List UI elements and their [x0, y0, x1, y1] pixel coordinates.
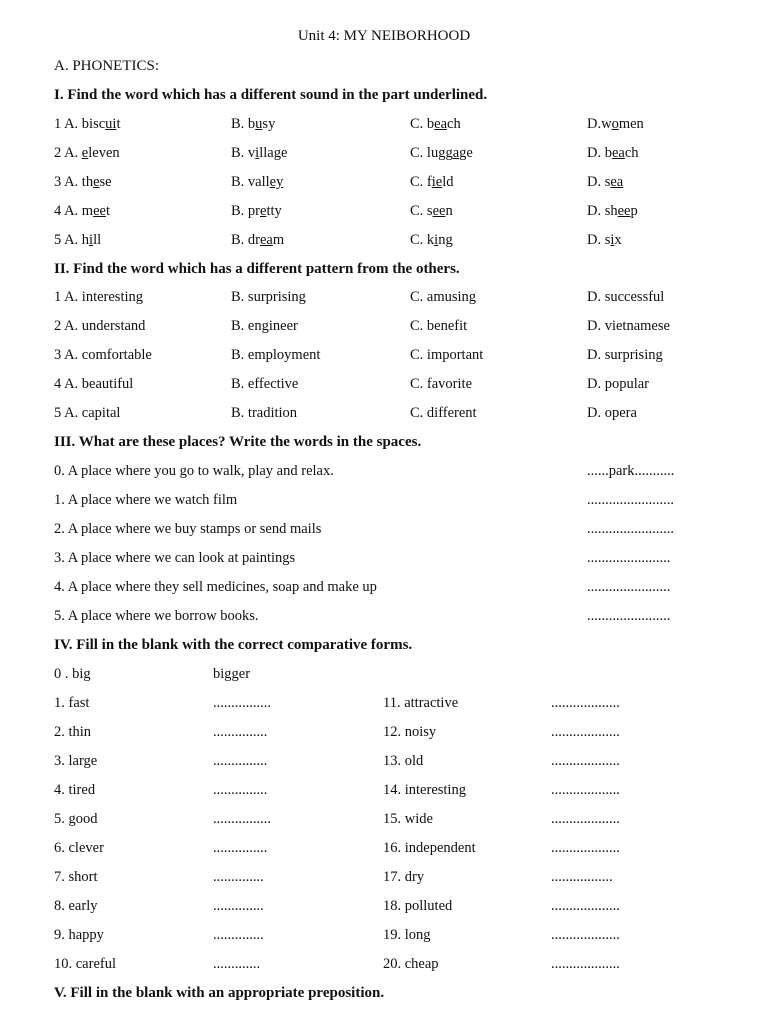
answer-option: C. benefit — [410, 318, 468, 334]
option-text: sy — [262, 116, 276, 132]
answer-option: 1 A. interesting — [54, 289, 144, 305]
answer-blank[interactable]: ................... — [551, 840, 620, 856]
part2-row — [0, 289, 768, 311]
option-text: ge — [459, 145, 473, 161]
answer-blank[interactable]: ............. — [213, 956, 261, 972]
adjective: 15. wide — [383, 811, 433, 827]
answer-blank[interactable]: ................... — [551, 753, 620, 769]
part4-heading: IV. Fill in the blank with the correct comparative forms. — [54, 637, 413, 653]
answer-option: B. engineer — [231, 318, 298, 334]
option-text: tty — [266, 203, 282, 219]
underlined-sound: ui — [105, 116, 117, 132]
underlined-sound: i — [610, 232, 615, 248]
option-text: ld — [442, 174, 454, 190]
adjective: 6. clever — [54, 840, 104, 856]
option-text: C. f — [410, 174, 432, 190]
underlined-sound: i — [255, 145, 260, 161]
part1-row — [0, 232, 768, 254]
part4-row — [0, 753, 768, 775]
option-text: 1 A. bisc — [54, 116, 106, 132]
underlined-sound: o — [611, 116, 619, 132]
option-text: B. v — [231, 145, 256, 161]
answer-option: D. opera — [587, 405, 637, 421]
answer-option: C. amusing — [410, 289, 477, 305]
part1-row — [0, 145, 768, 167]
answer-blank[interactable]: ............... — [213, 782, 268, 798]
part3-row — [0, 463, 768, 485]
answer-blank[interactable]: ....................... — [587, 550, 671, 566]
underlined-sound: e — [260, 203, 267, 219]
part4-row — [0, 695, 768, 717]
answer-option — [410, 203, 453, 220]
option-text: n — [445, 203, 453, 219]
part3-row — [0, 579, 768, 601]
place-description: 3. A place where we can look at paintings — [54, 550, 296, 566]
answer-option: D. successful — [587, 289, 665, 305]
underlined-sound: ee — [617, 203, 631, 219]
answer-option: B. surprising — [231, 289, 306, 305]
adjective: 8. early — [54, 898, 98, 914]
adjective: 13. old — [383, 753, 424, 769]
option-text: 2 A. — [54, 145, 82, 161]
option-text: p — [630, 203, 638, 219]
underlined-sound: ie — [431, 174, 443, 190]
option-text: C. s — [410, 203, 433, 219]
answer-option: B. tradition — [231, 405, 298, 421]
answer-option: 3 A. comfortable — [54, 347, 152, 363]
adjective: 9. happy — [54, 927, 104, 943]
adjective: 16. independent — [383, 840, 476, 856]
answer-option — [587, 232, 622, 249]
underlined-sound: ey — [269, 174, 284, 190]
part4-row — [0, 840, 768, 862]
underlined-sound: e — [93, 174, 100, 190]
part4-row — [0, 811, 768, 833]
part4-row — [0, 927, 768, 949]
underlined-sound: ee — [93, 203, 106, 219]
answer-option — [410, 174, 454, 191]
answer-blank[interactable]: ................... — [551, 695, 620, 711]
adjective: 7. short — [54, 869, 98, 885]
part4-row — [0, 724, 768, 746]
answer-blank[interactable]: ................ — [213, 695, 271, 711]
place-description: 4. A place where they sell medicines, soap and make up — [54, 579, 377, 595]
answer-option — [54, 203, 110, 220]
option-text: D. s — [587, 232, 611, 248]
section-a-heading: A. PHONETICS: — [54, 58, 160, 74]
part3-row — [0, 550, 768, 572]
part3-row — [0, 492, 768, 514]
part3-heading: III. What are these places? Write the words in the spaces. — [54, 434, 422, 450]
option-text: ch — [624, 145, 639, 161]
underlined-sound: ea — [611, 145, 625, 161]
answer-option — [587, 145, 639, 162]
adjective: 10. careful — [54, 956, 116, 972]
answer-option: D. surprising — [587, 347, 663, 363]
answer-blank[interactable]: ....................... — [587, 579, 671, 595]
option-text: 4 A. m — [54, 203, 94, 219]
answer-option: C. different — [410, 405, 477, 421]
part2-row — [0, 376, 768, 398]
part2-row — [0, 318, 768, 340]
option-text: 5 A. h — [54, 232, 90, 248]
answer-blank[interactable]: ................... — [551, 724, 620, 740]
option-text: D.w — [587, 116, 612, 132]
underlined-sound: ea — [434, 116, 448, 132]
answer-option — [587, 116, 644, 133]
part4-row — [0, 869, 768, 891]
option-text: C. b — [410, 116, 435, 132]
adjective: 19. long — [383, 927, 431, 943]
option-text: ng — [438, 232, 453, 248]
answer-option — [231, 116, 275, 133]
answer-blank[interactable]: .............. — [213, 869, 264, 885]
adjective: 11. attractive — [383, 695, 459, 711]
answer-option — [231, 174, 283, 191]
part2-row — [0, 347, 768, 369]
option-text: B. pr — [231, 203, 260, 219]
adjective: 18. polluted — [383, 898, 453, 914]
adjective: 2. thin — [54, 724, 92, 740]
part1-row — [0, 174, 768, 196]
underlined-sound: a — [452, 145, 460, 161]
answer-blank[interactable]: .............. — [213, 927, 264, 943]
answer-option — [231, 232, 284, 249]
option-text: se — [99, 174, 112, 190]
answer-option — [587, 174, 623, 191]
part5-heading: V. Fill in the blank with an appropriate preposition. — [54, 985, 385, 1001]
option-text: leven — [88, 145, 120, 161]
answer-option: 4 A. beautiful — [54, 376, 134, 392]
answer-blank[interactable]: ................... — [551, 898, 620, 914]
answer-blank[interactable]: ................... — [551, 811, 620, 827]
underlined-sound: ee — [432, 203, 446, 219]
underlined-sound: u — [255, 116, 263, 132]
answer-blank[interactable]: ............... — [213, 753, 268, 769]
part1-row — [0, 116, 768, 138]
answer-option: C. important — [410, 347, 484, 363]
option-text: ll — [93, 232, 102, 248]
answer-option: B. effective — [231, 376, 299, 392]
answer-blank[interactable]: ....................... — [587, 608, 671, 624]
answer-option — [231, 203, 282, 220]
option-text: C. k — [410, 232, 435, 248]
part4-row — [0, 898, 768, 920]
option-text: t — [116, 116, 121, 132]
answer-blank[interactable]: ................... — [551, 956, 620, 972]
option-text: 3 A. th — [54, 174, 94, 190]
part3-row — [0, 521, 768, 543]
option-text: ch — [447, 116, 461, 132]
answer-option: D. vietnamese — [587, 318, 670, 334]
answer-option — [54, 232, 101, 249]
answer-option: B. employment — [231, 347, 321, 363]
adjective: 3. large — [54, 753, 98, 769]
adjective: 5. good — [54, 811, 98, 827]
underlined-sound: ea — [260, 232, 273, 248]
option-text: m — [272, 232, 285, 248]
answer-blank[interactable]: ............... — [213, 840, 268, 856]
answer-option — [54, 116, 120, 133]
part2-row — [0, 405, 768, 427]
part3-row — [0, 608, 768, 630]
option-text: t — [105, 203, 110, 219]
answer-blank[interactable]: ................. — [551, 869, 613, 885]
option-text: llage — [259, 145, 288, 161]
answer-blank[interactable]: .............. — [213, 898, 264, 914]
answer-option — [231, 145, 287, 162]
option-text: B. dr — [231, 232, 260, 248]
answer-option: D. popular — [587, 376, 650, 392]
part4-row — [0, 782, 768, 804]
answer-blank[interactable]: ........................ — [587, 492, 674, 508]
example-word: 0 . big — [54, 666, 91, 682]
answer-option: C. favorite — [410, 376, 473, 392]
answer-option — [587, 203, 638, 220]
adjective: 12. noisy — [383, 724, 437, 740]
answer-option — [410, 145, 473, 162]
example-answer: bigger — [213, 666, 251, 682]
part1-row — [0, 203, 768, 225]
answer-blank[interactable]: ................ — [213, 811, 271, 827]
underlined-sound: ea — [610, 174, 624, 190]
answer-option — [410, 232, 453, 249]
place-description: 5. A place where we borrow books. — [54, 608, 259, 624]
option-text: D. s — [587, 174, 611, 190]
underlined-sound: i — [89, 232, 94, 248]
place-description: 2. A place where we buy stamps or send mails — [54, 521, 322, 537]
answer-blank[interactable]: ......park........... — [587, 463, 675, 479]
adjective: 17. dry — [383, 869, 425, 885]
answer-option — [54, 174, 112, 191]
option-text: B. b — [231, 116, 256, 132]
place-description: 1. A place where we watch film — [54, 492, 238, 508]
option-text: x — [614, 232, 622, 248]
answer-blank[interactable]: ................... — [551, 927, 620, 943]
answer-blank[interactable]: ................... — [551, 782, 620, 798]
part2-heading: II. Find the word which has a different pattern from the others. — [54, 261, 460, 277]
page-title: Unit 4: MY NEIBORHOOD — [297, 28, 471, 44]
option-text: D. b — [587, 145, 612, 161]
adjective: 20. cheap — [383, 956, 439, 972]
adjective: 1. fast — [54, 695, 90, 711]
part1-heading: I. Find the word which has a different sound in the part underlined. — [54, 87, 488, 103]
answer-option — [54, 145, 120, 162]
underlined-sound: i — [434, 232, 439, 248]
option-text: D. sh — [587, 203, 618, 219]
answer-option: 5 A. capital — [54, 405, 121, 421]
place-description: 0. A place where you go to walk, play and relax. — [54, 463, 334, 479]
part4-example-row — [0, 666, 768, 688]
answer-option: 2 A. understand — [54, 318, 146, 334]
adjective: 14. interesting — [383, 782, 466, 798]
answer-blank[interactable]: ........................ — [587, 521, 674, 537]
option-text: C. lugg — [410, 145, 453, 161]
option-text: men — [618, 116, 644, 132]
part4-row — [0, 956, 768, 978]
answer-option — [410, 116, 461, 133]
adjective: 4. tired — [54, 782, 96, 798]
answer-blank[interactable]: ............... — [213, 724, 268, 740]
underlined-sound: e — [81, 145, 89, 161]
option-text: B. vall — [231, 174, 270, 190]
